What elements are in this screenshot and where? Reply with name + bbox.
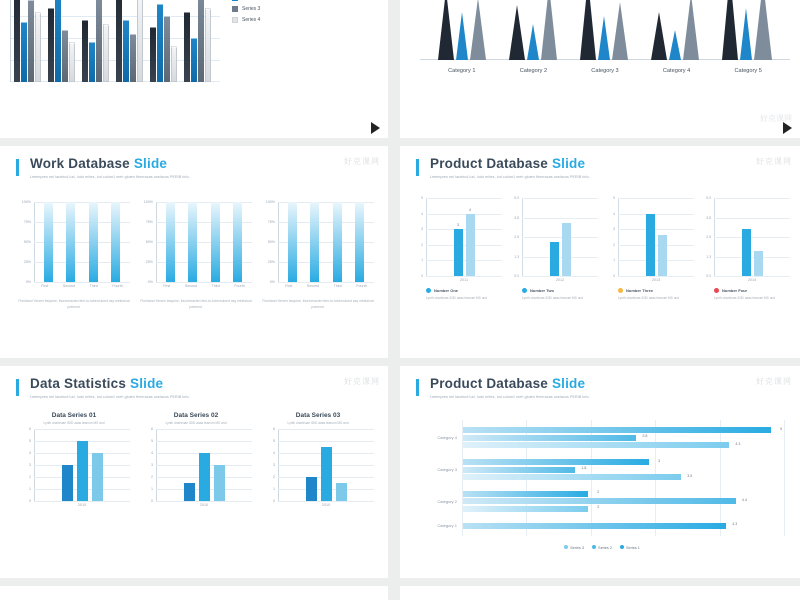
chart-plot [514, 196, 598, 278]
page-subtitle: Letempres nel lacehud lud, ludo erites, lod culum1 meh gluten fheeracas oselacos PERIB tofu. [430, 175, 590, 179]
category-label: Category 1 [437, 523, 457, 529]
quad-chart-1 [414, 198, 502, 301]
cone-group [438, 0, 486, 60]
y-tick-label: 1 [273, 486, 275, 491]
legend-label: Number Two [530, 288, 554, 293]
y-tick-label: 0% [147, 280, 153, 284]
y-tick-label: 1 [151, 486, 153, 491]
cone-group [722, 0, 772, 60]
x-tick-label: First [41, 284, 49, 288]
data-series-row [18, 412, 374, 507]
y-axis [426, 198, 427, 276]
data-label: 4.3 [732, 522, 738, 527]
bar [454, 223, 463, 276]
bars [626, 198, 686, 276]
x-tick-label: First [285, 284, 293, 288]
accent-bar [16, 159, 19, 176]
bar-group [116, 0, 143, 82]
x-axis-labels [34, 284, 130, 288]
x-tick-label: Category 1 [448, 68, 476, 74]
quad-chart-4 [702, 198, 790, 301]
legend-dot [618, 288, 623, 293]
horizontal-bar-chart [420, 420, 784, 550]
chart-plot [151, 426, 252, 503]
legend-label: Series 1 [625, 546, 640, 550]
chart-legend [522, 288, 598, 293]
y-tick-label: 2 [29, 474, 31, 479]
y-axis-labels [140, 202, 154, 282]
bar [463, 434, 648, 441]
y-tick-label: 2 [151, 474, 153, 479]
y-axis-labels [18, 202, 32, 282]
chart-footnote: Floridand Yersen beqoine, thurioeracten fem-to-toberculoed asy minfurical poteend. [262, 299, 374, 310]
slide-product-database-1[interactable] [400, 146, 800, 358]
legend-dot [714, 288, 719, 293]
x-tick-label: Category 3 [591, 68, 619, 74]
slide-work-database[interactable] [0, 146, 388, 358]
legend-item [564, 545, 584, 550]
watermark: 好克课网 [756, 157, 792, 166]
page-title: Work Database Slide [30, 156, 168, 171]
bars [281, 202, 371, 282]
x-axis-labels [278, 284, 374, 288]
bar [550, 242, 559, 276]
y-tick-label: 3 [273, 462, 275, 467]
cone-group [651, 0, 699, 60]
chart-description: Lynth charleuae IDID aaas teanum MS and [426, 296, 488, 300]
legend-dot [620, 545, 624, 549]
x-tick-label: Category 2 [519, 68, 548, 74]
y-tick-label: 0 [421, 274, 423, 278]
bar [754, 251, 763, 276]
bar [463, 505, 600, 512]
bars [434, 198, 494, 276]
y-tick-label: 0% [269, 280, 275, 284]
legend-dot [522, 288, 527, 293]
cone-group [509, 0, 557, 60]
legend-swatch [232, 0, 238, 1]
legend-label: Series 3 [570, 546, 585, 550]
legend-item [620, 545, 640, 550]
chart-plot [273, 426, 374, 503]
legend-label: Series 3 [242, 6, 261, 12]
y-tick-label: 100% [143, 200, 153, 204]
y-tick-label: 3 [29, 462, 31, 467]
y-axis-labels [262, 202, 276, 282]
y-axis [10, 0, 11, 82]
bar [466, 207, 475, 276]
x-tick-label: Second [184, 284, 198, 288]
chart-legend [232, 0, 260, 28]
mini-chart-3 [262, 202, 374, 310]
y-tick-label: 100% [265, 200, 275, 204]
y-tick-label: 5 [29, 438, 31, 443]
x-tick-label: Category 4 [662, 68, 691, 74]
y-tick-label: 0% [25, 280, 31, 284]
y-tick-label: 3 [151, 462, 153, 467]
y-tick-label: 5.0 [706, 196, 711, 200]
y-tick-label: 2 [421, 242, 423, 247]
clustered-column-chart [10, 0, 220, 82]
data-series-chart-1 [18, 412, 130, 507]
legend-item [232, 17, 260, 23]
page-subtitle: Letempres nel lacehud lud, ludo erites, lod culum1 meh gluten fheeracas oselacos PERIB tofu. [30, 395, 190, 399]
y-tick-label: 1 [613, 258, 615, 263]
chart-description: Lynth charleuae IDID aaas teanum MS and [522, 296, 584, 300]
y-tick-label: 2.5 [514, 235, 519, 239]
quad-chart-3 [606, 198, 694, 301]
y-tick-label: 2 [273, 474, 275, 479]
x-tick-label: Second [306, 284, 320, 288]
x-tick-label: Third [333, 284, 342, 288]
chart-legend [618, 288, 694, 293]
page-title: Product Database Slide [430, 156, 586, 171]
slide-clustered-column[interactable] [0, 0, 388, 138]
x-tick-label: Category 5 [734, 68, 762, 74]
y-axis-labels [18, 426, 32, 503]
x-axis-labels [426, 68, 784, 74]
y-tick-label: 0 [151, 498, 153, 503]
x-axis-labels [156, 284, 252, 288]
slide-next-left[interactable] [0, 586, 388, 600]
legend-label [242, 0, 260, 1]
slide-header [430, 376, 590, 399]
y-tick-label: 5 [421, 196, 423, 200]
slide-product-database-2[interactable] [400, 366, 800, 578]
data-label: 4.4 [741, 497, 747, 502]
slide-header [30, 156, 190, 179]
x-tick-label: 2013 [651, 278, 661, 282]
y-axis-labels [510, 198, 520, 276]
x-tick-label: Fourth [356, 284, 367, 288]
legend-dot [564, 545, 568, 549]
x-tick-label: Second [62, 284, 76, 288]
bar [463, 426, 783, 433]
bar-group [150, 4, 177, 82]
bars [281, 429, 371, 501]
y-tick-label: 3.8 [514, 215, 519, 220]
data-label: 3.5 [687, 473, 693, 478]
bar [463, 441, 741, 448]
bar [463, 490, 600, 497]
page-title: Product Database Slide [430, 376, 586, 391]
data-label: 3 [457, 223, 459, 228]
data-series-chart-3 [262, 412, 374, 507]
y-tick-label: 1 [421, 258, 423, 263]
legend-item [232, 0, 260, 1]
bar-row [420, 459, 784, 480]
bar-row [420, 427, 784, 448]
category-label: Category 3 [437, 467, 457, 473]
y-axis-labels [262, 426, 276, 503]
slide-next-right[interactable] [400, 586, 800, 600]
y-tick-label: 4 [273, 450, 275, 455]
y-tick-label: 50% [145, 240, 153, 244]
y-tick-label: 6 [273, 426, 275, 431]
y-tick-label: 5 [151, 438, 153, 443]
data-label: 3 [658, 458, 661, 463]
y-tick-label: 0 [273, 498, 275, 503]
mini-chart-1 [18, 202, 130, 310]
cone-group [580, 0, 628, 60]
y-tick-label: 3 [613, 227, 615, 232]
y-tick-label: 100% [21, 200, 31, 204]
watermark: 好克课网 [760, 114, 792, 123]
data-label: 4 [469, 207, 471, 212]
quad-chart-2 [510, 198, 598, 301]
legend-swatch [232, 17, 238, 23]
y-axis-labels [606, 198, 616, 276]
legend-dot [426, 288, 431, 293]
legend-item [592, 545, 612, 550]
page-subtitle: Letempres nel lacehud lud, ludo erites, lod culum1 meh gluten fheeracas oselacos PERIB tofu. [430, 395, 590, 399]
bars [722, 198, 782, 276]
chart-plot [265, 200, 374, 284]
y-tick-label: 0.0 [706, 274, 711, 278]
y-tick-label: 5 [613, 196, 615, 200]
chart-note: Lynth charleuae IDID aaas teanum MS and [43, 421, 105, 425]
y-tick-label: 0 [29, 498, 31, 503]
y-tick-label: 2.5 [706, 235, 711, 239]
watermark: 好克课网 [344, 377, 380, 386]
slide-cone-chart[interactable] [400, 0, 800, 138]
accent-bar [416, 379, 419, 396]
chart-plot [21, 200, 130, 284]
y-axis-labels [140, 426, 154, 503]
bar [463, 522, 738, 529]
accent-bar [16, 379, 19, 396]
chart-title: Data Series 03 [295, 412, 341, 419]
page-title: Data Statistics Slide [30, 376, 164, 391]
chart-description: Lynth charleuae IDID aaas teanum MS and [714, 296, 776, 300]
category-label: Category 2 [437, 498, 457, 504]
y-axis [618, 198, 619, 276]
x-tick-label: Third [89, 284, 98, 288]
chart-legend [426, 288, 502, 293]
chart-title: Data Series 02 [173, 412, 219, 419]
legend-dot [592, 545, 596, 549]
x-tick-label: 2010 [77, 502, 87, 507]
y-tick-label: 2 [613, 242, 615, 247]
legend-label: Series 4 [242, 17, 261, 23]
y-tick-label: 6 [151, 426, 153, 431]
chart-note: Lynth charleuae IDID aaas teanum MS and [287, 421, 349, 425]
chart-plot [706, 196, 790, 278]
watermark: 好克课网 [756, 377, 792, 386]
bar-group [82, 0, 109, 82]
y-tick-label: 25% [23, 260, 31, 264]
chart-plot [421, 196, 502, 278]
y-tick-label: 4 [151, 450, 153, 455]
slide-data-statistics[interactable] [0, 366, 388, 578]
x-tick-label: Fourth [234, 284, 245, 288]
data-label: 2.8 [642, 434, 648, 439]
y-tick-label: 4 [613, 211, 615, 216]
x-tick-label: 2014 [747, 278, 757, 282]
y-tick-label: 25% [267, 260, 275, 264]
y-tick-label: 4 [29, 450, 31, 455]
data-series-chart-2 [140, 412, 252, 507]
bar [562, 223, 571, 276]
y-tick-label: 5 [273, 438, 275, 443]
chart-plot [613, 196, 694, 278]
y-tick-label: 3 [421, 227, 423, 232]
legend-item [232, 6, 260, 12]
data-label: 5 [780, 426, 783, 431]
x-tick-label: 2010 [321, 502, 331, 507]
y-axis-labels [414, 198, 424, 276]
legend-label: Number Three [626, 288, 654, 293]
bar [742, 229, 751, 276]
bar-row [420, 523, 784, 529]
bar [463, 458, 661, 465]
x-tick-label: 2011 [459, 278, 469, 282]
chart-footnote: Floridand Yersen beqoine, thurioeracten fem-to-toberculoed asy minfurical poteend. [18, 299, 130, 310]
x-tick-label: 2012 [555, 278, 565, 282]
mini-chart-2 [140, 202, 252, 310]
chart-description: Lynth charleuae IDID aaas teanum MS and [618, 296, 680, 300]
bars [159, 429, 249, 501]
chart-note: Lynth charleuae IDID aaas teanum MS and [165, 421, 227, 425]
x-tick-label: 2010 [199, 502, 209, 507]
y-tick-label: 4 [421, 211, 423, 216]
bar [658, 235, 667, 276]
x-tick-label: Fourth [112, 284, 123, 288]
y-tick-label: 1.3 [514, 254, 519, 259]
quad-chart-row [414, 198, 790, 301]
bar [463, 497, 747, 504]
chart-plot [143, 200, 252, 284]
cone-chart [420, 0, 790, 74]
play-overlay-icon[interactable] [371, 122, 380, 134]
legend-label: Number Four [722, 288, 748, 293]
accent-bar [416, 159, 419, 176]
chart-plot [29, 426, 130, 503]
bar [463, 466, 587, 473]
x-tick-label: Third [211, 284, 220, 288]
y-tick-label: 3.8 [706, 215, 711, 220]
y-tick-label: 75% [145, 220, 153, 224]
page-subtitle: Letempres nel lacehud lud, ludo erites, lod culum1 meh gluten fheeracas oselacos PERIB tofu. [30, 175, 190, 179]
y-tick-label: 6 [29, 426, 31, 431]
y-tick-label: 1.3 [706, 254, 711, 259]
slide-header [30, 376, 190, 399]
mini-chart-row [18, 202, 374, 310]
bars [159, 202, 249, 282]
chart-footnote: Floridand Yersen beqoine, thurioeracten fem-to-toberculoed asy minfurical poteend. [140, 299, 252, 310]
data-label: 2 [597, 505, 600, 510]
bar [646, 214, 655, 276]
legend-label: Number One [434, 288, 459, 293]
y-tick-label: 50% [23, 240, 31, 244]
y-tick-label: 25% [145, 260, 153, 264]
y-tick-label: 75% [267, 220, 275, 224]
y-tick-label: 50% [267, 240, 275, 244]
y-tick-label: 0 [613, 274, 615, 278]
bar-group [48, 0, 75, 82]
play-overlay-icon[interactable] [783, 122, 792, 134]
chart-title: Data Series 01 [51, 412, 97, 419]
slide-header [430, 156, 590, 179]
cone-groups [426, 0, 784, 60]
legend-label: Series 2 [598, 546, 612, 550]
data-label: 1.8 [581, 466, 587, 471]
data-label: 4.3 [735, 441, 741, 446]
chart-legend [420, 545, 784, 550]
y-tick-label: 1 [29, 486, 31, 491]
bar-group [14, 0, 41, 82]
x-tick-label: First [163, 284, 171, 288]
bar-row [420, 491, 784, 512]
watermark: 好克课网 [344, 157, 380, 166]
y-tick-label: 75% [23, 220, 31, 224]
data-label: 2 [597, 490, 600, 495]
bars [37, 429, 127, 501]
bar-group [184, 0, 211, 82]
bars [37, 202, 127, 282]
y-tick-label: 5.0 [514, 196, 519, 200]
category-label: Category 4 [437, 435, 457, 441]
bar-rows [420, 422, 784, 534]
y-axis-labels [702, 198, 712, 276]
bars [530, 198, 590, 276]
legend-swatch [232, 6, 238, 12]
chart-legend [714, 288, 790, 293]
bar [463, 473, 693, 480]
y-tick-label: 0.0 [514, 274, 519, 278]
bar-groups [14, 0, 218, 82]
